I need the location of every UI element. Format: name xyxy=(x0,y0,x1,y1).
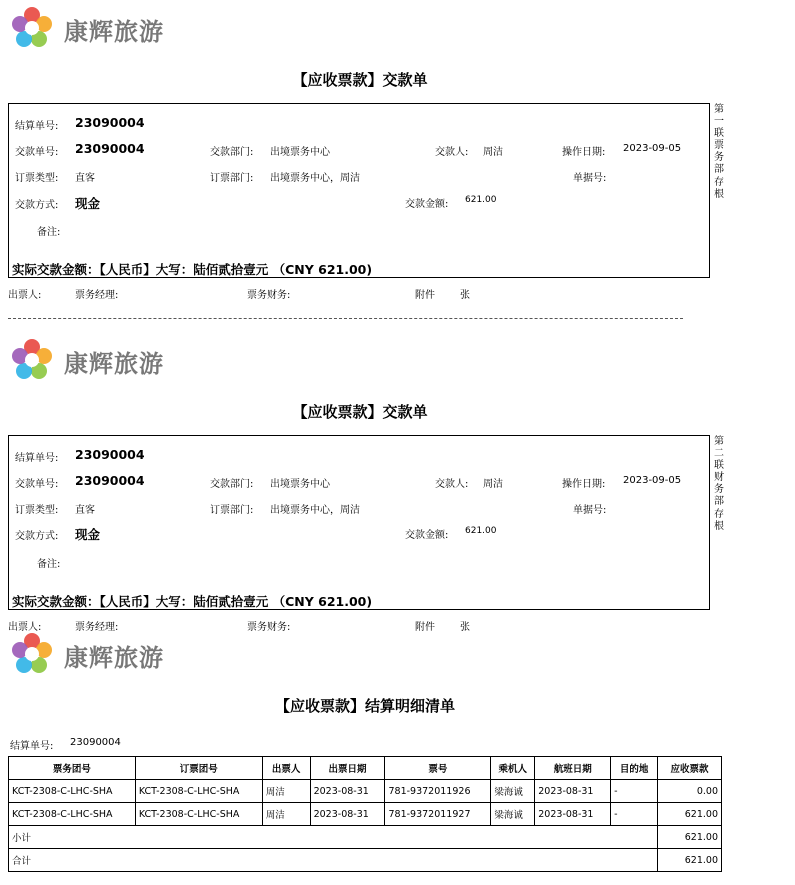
table-cell: 2023-08-31 xyxy=(535,803,611,826)
settle-no-value: 23090004 xyxy=(75,115,145,130)
op-date-label: 操作日期: xyxy=(562,479,606,490)
payer-label: 交款人: xyxy=(435,479,469,490)
ticket-manager-label: 票务经理: xyxy=(75,622,119,633)
receipt-box xyxy=(8,435,710,610)
ticket-manager-label: 票务经理: xyxy=(75,290,119,301)
pay-no-value: 23090004 xyxy=(75,473,145,488)
pay-dept-value: 出境票务中心 xyxy=(270,147,330,158)
column-header: 目的地 xyxy=(611,757,658,780)
detail-settle-no-label: 结算单号: xyxy=(10,741,54,752)
brand-logo xyxy=(10,338,190,382)
sheet-label: 张 xyxy=(460,622,470,633)
column-header: 出票日期 xyxy=(310,757,385,780)
table-cell: 0.00 xyxy=(658,780,722,803)
ticket-finance-label: 票务财务: xyxy=(247,622,291,633)
table-row xyxy=(9,780,722,803)
op-date-label: 操作日期: xyxy=(562,147,606,158)
remark-label: 备注: xyxy=(37,227,61,238)
flower-logo-icon xyxy=(10,6,54,50)
pay-method-label: 交款方式: xyxy=(15,531,59,542)
book-dept-label: 订票部门: xyxy=(210,173,254,184)
pay-method-value: 现金 xyxy=(75,196,101,211)
detail-title: 【应收票款】结算明细清单 xyxy=(274,697,455,715)
table-cell: 781-9372011927 xyxy=(385,803,491,826)
table-row xyxy=(9,803,722,826)
ticket-type-value: 直客 xyxy=(75,505,95,516)
table-cell: 2023-08-31 xyxy=(535,780,611,803)
pay-amount-value: 621.00 xyxy=(465,195,497,205)
cut-line xyxy=(8,318,683,319)
column-header: 乘机人 xyxy=(491,757,535,780)
table-cell: KCT-2308-C-LHC-SHA xyxy=(135,803,262,826)
receipt-box xyxy=(8,103,710,278)
total-row xyxy=(9,849,722,872)
table-cell: 梁海诚 xyxy=(491,780,535,803)
receipt-title: 【应收票款】交款单 xyxy=(292,71,428,89)
pay-amount-label: 交款金额: xyxy=(405,530,449,541)
table-cell: - xyxy=(611,780,658,803)
column-header: 出票人 xyxy=(262,757,310,780)
table-cell: - xyxy=(611,803,658,826)
table-cell: 周洁 xyxy=(262,803,310,826)
payer-value: 周洁 xyxy=(483,479,503,490)
table-cell: 2023-08-31 xyxy=(310,803,385,826)
total-value: 621.00 xyxy=(658,849,722,872)
pay-dept-label: 交款部门: xyxy=(210,479,254,490)
pay-no-label: 交款单号: xyxy=(15,147,59,158)
op-date-value: 2023-09-05 xyxy=(623,475,682,486)
brand-logo xyxy=(10,6,190,50)
book-dept-label: 订票部门: xyxy=(210,505,254,516)
remark-label: 备注: xyxy=(37,559,61,570)
book-dept-value: 出境票务中心，周洁 xyxy=(270,505,360,516)
doc-no-label: 单据号: xyxy=(573,173,607,184)
copy-side-label: 第一联票务部存根 xyxy=(714,104,724,200)
table-cell: 梁海诚 xyxy=(491,803,535,826)
column-header: 应收票款 xyxy=(658,757,722,780)
table-cell: KCT-2308-C-LHC-SHA xyxy=(135,780,262,803)
ticket-type-label: 订票类型: xyxy=(15,505,59,516)
payer-label: 交款人: xyxy=(435,147,469,158)
pay-dept-label: 交款部门: xyxy=(210,147,254,158)
column-header: 票务团号 xyxy=(9,757,136,780)
total-amount-line: 实际交款金额：【人民币】大写：陆佰贰拾壹元 （CNY 621.00) xyxy=(12,262,373,277)
pay-no-value: 23090004 xyxy=(75,141,145,156)
pay-method-value: 现金 xyxy=(75,527,101,542)
column-header: 航班日期 xyxy=(535,757,611,780)
settle-no-label: 结算单号: xyxy=(15,121,59,132)
sheet-label: 张 xyxy=(460,290,470,301)
receipt-title: 【应收票款】交款单 xyxy=(292,403,428,421)
table-cell: 周洁 xyxy=(262,780,310,803)
issuer-label: 出票人: xyxy=(8,290,42,301)
settle-no-value: 23090004 xyxy=(75,447,145,462)
issuer-label: 出票人: xyxy=(8,622,42,633)
table-cell: KCT-2308-C-LHC-SHA xyxy=(9,780,136,803)
op-date-value: 2023-09-05 xyxy=(623,143,682,154)
column-header: 订票团号 xyxy=(135,757,262,780)
total-amount-line: 实际交款金额：【人民币】大写：陆佰贰拾壹元 （CNY 621.00) xyxy=(12,594,373,609)
flower-logo-icon xyxy=(10,632,54,676)
table-cell: KCT-2308-C-LHC-SHA xyxy=(9,803,136,826)
payer-value: 周洁 xyxy=(483,147,503,158)
brand-name: 康辉旅游 xyxy=(64,644,164,672)
ticket-type-label: 订票类型: xyxy=(15,173,59,184)
detail-table xyxy=(8,756,722,872)
subtotal-row xyxy=(9,826,722,849)
table-header-row xyxy=(9,757,722,780)
settle-no-label: 结算单号: xyxy=(15,453,59,464)
table-cell: 781-9372011926 xyxy=(385,780,491,803)
copy-side-label: 第二联财务部存根 xyxy=(714,436,724,532)
attachment-label: 附件 xyxy=(415,622,435,633)
attachment-label: 附件 xyxy=(415,290,435,301)
ticket-type-value: 直客 xyxy=(75,173,95,184)
column-header: 票号 xyxy=(385,757,491,780)
doc-no-label: 单据号: xyxy=(573,505,607,516)
flower-logo-icon xyxy=(10,338,54,382)
pay-amount-label: 交款金额: xyxy=(405,199,449,210)
book-dept-value: 出境票务中心，周洁 xyxy=(270,173,360,184)
table-cell: 2023-08-31 xyxy=(310,780,385,803)
ticket-finance-label: 票务财务: xyxy=(247,290,291,301)
detail-settle-no-value: 23090004 xyxy=(70,737,121,748)
pay-method-label: 交款方式: xyxy=(15,200,59,211)
total-label: 合计 xyxy=(9,849,658,872)
table-cell: 621.00 xyxy=(658,803,722,826)
subtotal-label: 小计 xyxy=(9,826,658,849)
subtotal-value: 621.00 xyxy=(658,826,722,849)
brand-name: 康辉旅游 xyxy=(64,18,164,46)
pay-dept-value: 出境票务中心 xyxy=(270,479,330,490)
brand-name: 康辉旅游 xyxy=(64,350,164,378)
pay-no-label: 交款单号: xyxy=(15,479,59,490)
pay-amount-value: 621.00 xyxy=(465,526,497,536)
brand-logo xyxy=(10,632,190,676)
